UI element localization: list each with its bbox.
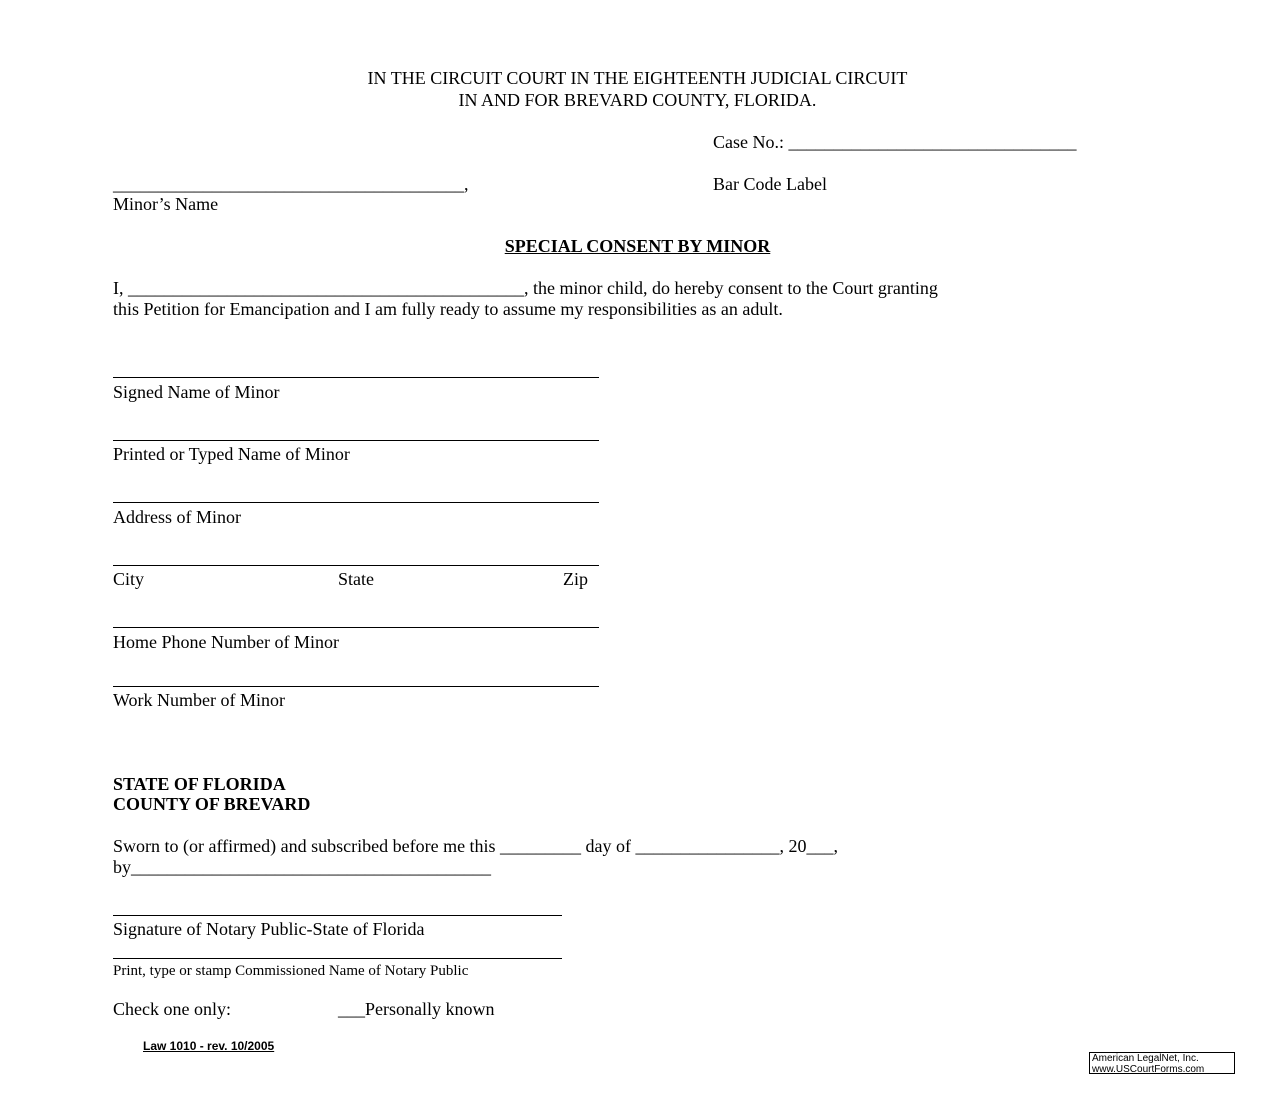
notary-signature-line[interactable] (113, 915, 562, 916)
work-number-label: Work Number of Minor (113, 690, 286, 710)
document-title: SPECIAL CONSENT BY MINOR (504, 236, 771, 256)
notary-signature-label: Signature of Notary Public-State of Florida (113, 919, 425, 939)
minor-name-blank[interactable]: _______________________________________, (113, 174, 469, 194)
brand-name: American LegalNet, Inc. (1092, 1053, 1199, 1064)
minor-name-caption: Minor’s Name (113, 194, 219, 214)
signed-name-line[interactable] (113, 377, 599, 378)
form-code: Law 1010 - rev. 10/2005 (143, 1039, 275, 1053)
home-phone-line[interactable] (113, 627, 599, 628)
sworn-line-1[interactable]: Sworn to (or affirmed) and subscribed before me this _________ day of ________________, 20___, (113, 836, 839, 856)
state-label: State (338, 569, 374, 589)
home-phone-label: Home Phone Number of Minor (113, 632, 339, 652)
zip-label: Zip (563, 569, 588, 589)
address-label: Address of Minor (113, 507, 241, 527)
address-line[interactable] (113, 502, 599, 503)
notary-print-label: Print, type or stamp Commissioned Name of Notary Public (113, 963, 469, 979)
signed-name-label: Signed Name of Minor (113, 382, 280, 402)
case-number-field[interactable]: Case No.: ________________________________ (713, 132, 1077, 152)
consent-line-2: this Petition for Emancipation and I am fully ready to assume my responsibilities as an adult. (113, 299, 783, 319)
personally-known-option[interactable]: ___Personally known (338, 999, 495, 1019)
state-heading: STATE OF FLORIDA (113, 774, 286, 794)
work-number-line[interactable] (113, 686, 599, 687)
check-one-label: Check one only: (113, 999, 231, 1019)
city-label: City (113, 569, 145, 589)
bar-code-label: Bar Code Label (713, 174, 827, 194)
court-heading-line2: IN AND FOR BREVARD COUNTY, FLORIDA. (458, 90, 817, 110)
brand-url: www.USCourtForms.com (1092, 1064, 1205, 1075)
notary-print-line[interactable] (113, 958, 562, 959)
county-heading: COUNTY OF BREVARD (113, 794, 311, 814)
court-heading-line1: IN THE CIRCUIT COURT IN THE EIGHTEENTH JUDICIAL CIRCUIT (367, 68, 908, 88)
sworn-line-2[interactable]: by________________________________________ (113, 857, 491, 877)
consent-line-1[interactable]: I, ____________________________________________, the minor child, do hereby consent to the Court granting (113, 278, 938, 298)
printed-name-label: Printed or Typed Name of Minor (113, 444, 350, 464)
brand-box (1089, 1052, 1235, 1074)
printed-name-line[interactable] (113, 440, 599, 441)
city-state-zip-line[interactable] (113, 565, 599, 566)
